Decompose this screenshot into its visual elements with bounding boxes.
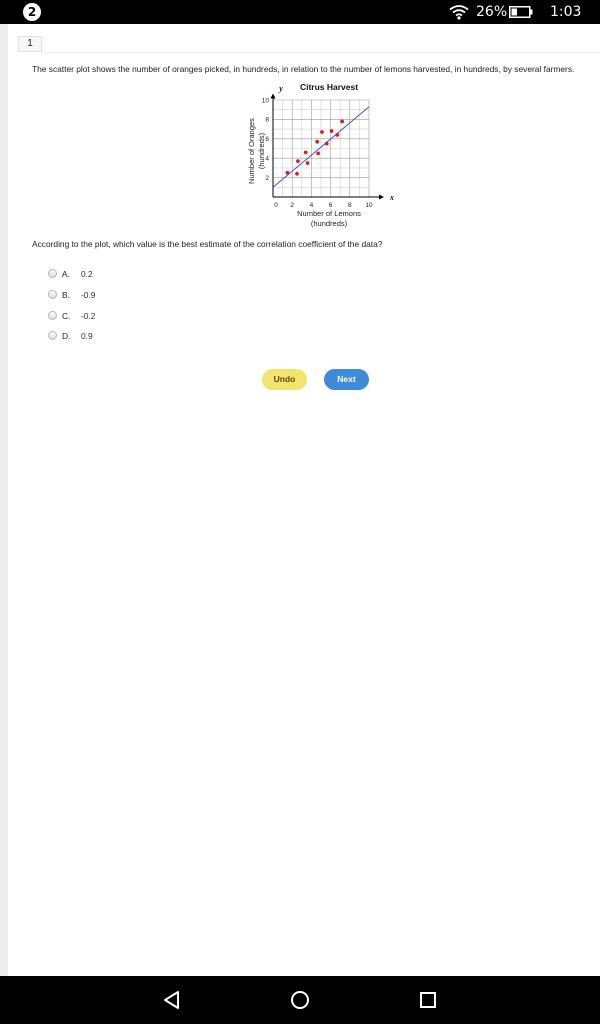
x-tick-label: 6 xyxy=(328,202,333,209)
question-prompt: According to the plot, which value is the best estimate of the correlation coefficient of the data? xyxy=(32,239,383,249)
question-number: 1 xyxy=(18,36,42,52)
notification-count-badge[interactable]: 2 xyxy=(23,3,41,21)
x-axis-letter: x xyxy=(390,193,394,202)
x-axis-label-units: (hundreds) xyxy=(310,219,348,228)
question-panel xyxy=(8,24,600,976)
y-axis-label-units: (hundreds) xyxy=(257,132,266,170)
choice-value-a: 0.2 xyxy=(81,269,93,279)
choice-value-b: -0.9 xyxy=(81,290,96,300)
choice-letter-d: D. xyxy=(62,331,71,341)
radio-button-c[interactable] xyxy=(48,311,57,320)
y-axis-letter: y xyxy=(279,84,283,93)
radio-button-a[interactable] xyxy=(48,269,57,278)
y-axis-arrow xyxy=(271,94,276,99)
y-tick-label: 2 xyxy=(265,174,269,182)
battery-icon xyxy=(509,6,533,18)
choice-value-c: -0.2 xyxy=(81,311,96,321)
choice-value-d: 0.9 xyxy=(81,331,93,341)
radio-button-b[interactable] xyxy=(48,290,57,299)
y-tick-label: 10 xyxy=(261,97,269,105)
data-point xyxy=(304,150,308,154)
status-bar xyxy=(0,0,600,24)
x-tick-label: 2 xyxy=(290,202,295,209)
data-points xyxy=(286,119,345,175)
choice-letter-a: A. xyxy=(62,269,70,279)
clock: 1:03 xyxy=(550,4,582,20)
x-axis-arrow xyxy=(379,195,384,200)
data-point xyxy=(295,172,299,176)
chart-title: Citrus Harvest xyxy=(299,82,359,92)
y-tick-label: 8 xyxy=(265,116,269,124)
y-tick-label: 6 xyxy=(265,136,269,144)
data-point xyxy=(335,133,339,137)
choice-c[interactable] xyxy=(48,310,248,324)
y-axis-label: Number of Oranges xyxy=(247,118,256,184)
chart-grid xyxy=(273,100,369,197)
wifi-icon xyxy=(449,4,469,20)
data-point xyxy=(286,171,290,175)
data-point xyxy=(325,142,329,146)
data-point xyxy=(316,151,320,155)
choice-d[interactable] xyxy=(48,330,248,344)
data-point xyxy=(320,130,324,134)
x-tick-label: 10 xyxy=(365,202,373,209)
x-tick-label: 8 xyxy=(347,202,352,209)
x-axis-label: Number of Lemons xyxy=(297,209,361,218)
choice-letter-b: B. xyxy=(62,290,70,300)
data-point xyxy=(296,159,300,163)
data-point xyxy=(315,140,319,144)
radio-button-d[interactable] xyxy=(48,331,57,340)
origin-label: 0 xyxy=(274,202,278,209)
home-circle-icon[interactable] xyxy=(288,988,312,1012)
data-point xyxy=(340,119,344,123)
choice-b[interactable] xyxy=(48,289,248,303)
data-point xyxy=(306,161,310,165)
x-tick-label: 4 xyxy=(309,202,314,209)
y-tick-label: 4 xyxy=(265,155,269,163)
undo-button[interactable]: Undo xyxy=(262,369,307,390)
choice-a[interactable] xyxy=(48,268,248,282)
back-triangle-icon[interactable] xyxy=(160,988,184,1012)
choice-letter-c: C. xyxy=(62,311,71,321)
data-point xyxy=(330,129,334,133)
x-tick-labels xyxy=(290,202,373,209)
next-button[interactable]: Next xyxy=(324,369,369,390)
question-text: The scatter plot shows the number of oranges picked, in hundreds, in relation to the number of lemons harvested, in hundreds, by several farmers. xyxy=(32,64,575,74)
navigation-bar xyxy=(0,976,600,1024)
battery-percent: 26% xyxy=(476,4,508,20)
scatter-plot xyxy=(236,80,416,232)
header-divider xyxy=(42,52,600,53)
recents-square-icon[interactable] xyxy=(416,988,440,1012)
